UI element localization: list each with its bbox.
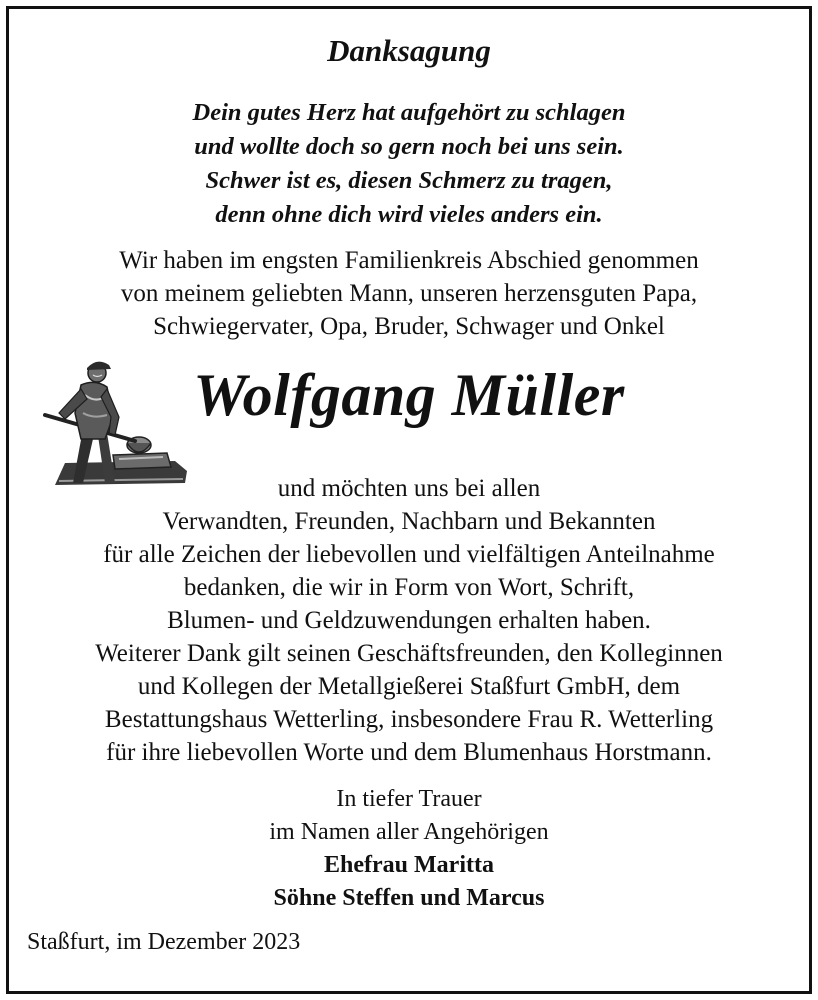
signature-sons: Söhne Steffen und Marcus: [273, 885, 545, 911]
signature-relatives: im Namen aller Angehörigen: [269, 819, 549, 845]
thanks-line: und Kollegen der Metallgießerei Staßfurt GmbH, dem: [137, 673, 681, 700]
thanks-line: Weiterer Dank gilt seinen Geschäftsfreunden, den Kolleginnen: [95, 640, 723, 667]
intro-line: von meinem geliebten Mann, unseren herzensguten Papa,: [120, 280, 698, 307]
signature-mourning: In tiefer Trauer: [336, 786, 482, 812]
thanks-line: für ihre liebevollen Worte und dem Blumenhaus Horstmann.: [106, 739, 712, 766]
thanks-line: bedanken, die wir in Form von Wort, Schrift,: [183, 574, 635, 601]
thanks-line: Blumen- und Geldzuwendungen erhalten haben.: [167, 607, 651, 634]
place-date: Staßfurt, im Dezember 2023: [27, 929, 301, 955]
intro-line: Wir haben im engsten Familienkreis Abschied genommen: [119, 247, 699, 274]
deceased-name: Wolfgang Müller: [193, 362, 625, 428]
poem-line: denn ohne dich wird vieles anders ein.: [215, 201, 603, 228]
notice-heading: Danksagung: [327, 33, 491, 68]
poem-line: Dein gutes Herz hat aufgehört zu schlagen: [192, 99, 626, 126]
obituary-notice: [6, 6, 812, 994]
poem-line: Schwer ist es, diesen Schmerz zu tragen,: [205, 167, 613, 194]
thanks-line: Bestattungshaus Wetterling, insbesondere Frau R. Wetterling: [104, 706, 714, 733]
thanks-line: und möchten uns bei allen: [277, 475, 541, 502]
poem-line: und wollte doch so gern noch bei uns sein.: [194, 133, 624, 160]
thanks-line: Verwandten, Freunden, Nachbarn und Bekannten: [162, 508, 656, 535]
thanks-line: für alle Zeichen der liebevollen und vielfältigen Anteilnahme: [103, 541, 715, 568]
intro-line: Schwiegervater, Opa, Bruder, Schwager und Onkel: [153, 313, 665, 340]
signature-wife: Ehefrau Maritta: [324, 852, 494, 878]
